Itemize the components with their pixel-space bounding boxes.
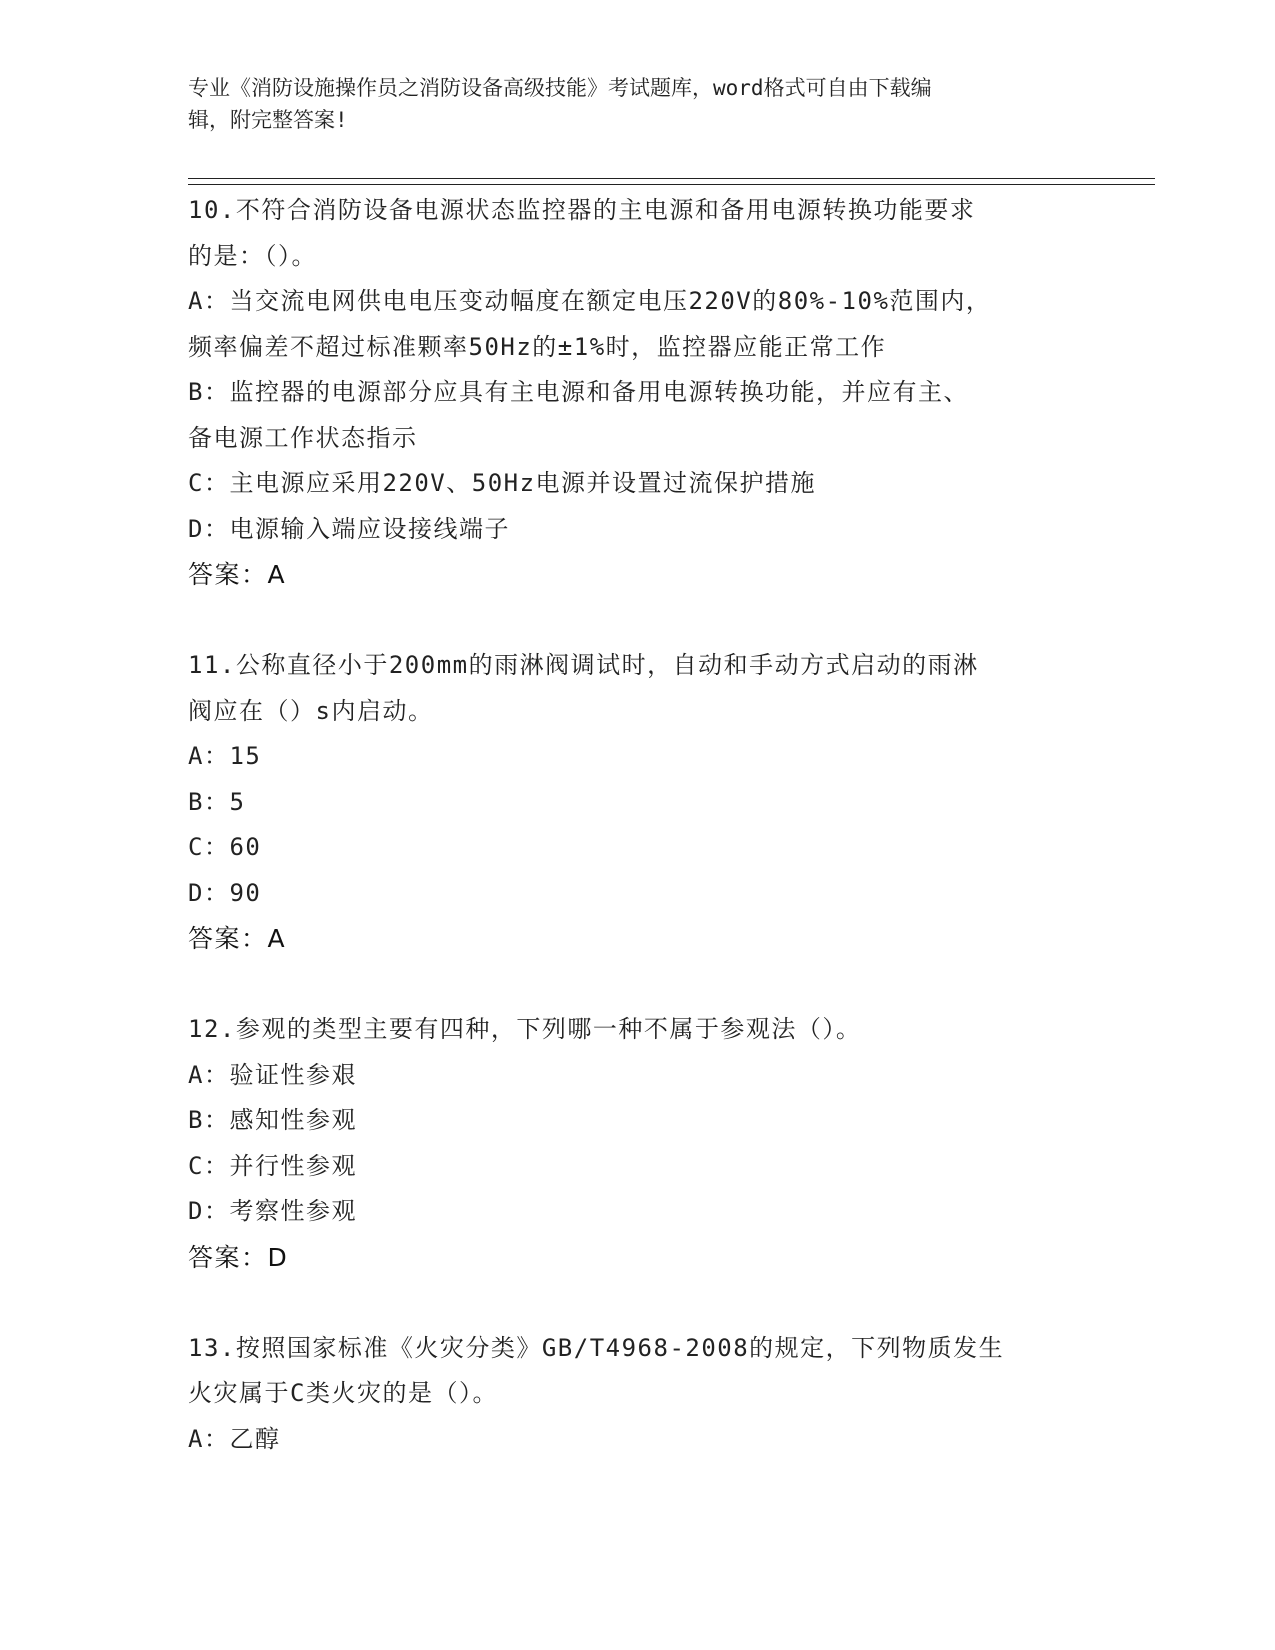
question-list [188,188,1088,1508]
document-header [188,72,1068,136]
question-stem-line: 火灾属于C类火灾的是（）。 [188,1379,498,1407]
header-line-2: 辑，附完整答案! [188,108,348,132]
option-b-line: B：监控器的电源部分应具有主电源和备用电源转换功能，并应有主、 [188,378,969,406]
question-11 [188,643,1088,962]
question-stem-line: 13.按照国家标准《火灾分类》GB/T4968-2008的规定，下列物质发生 [188,1333,1005,1362]
question-stem-line: 11.公称直径小于200mm的雨淋阀调试时，自动和手动方式启动的雨淋 [188,651,979,679]
header-divider [188,178,1155,185]
option-a-line: A：15 [188,742,262,770]
question-10 [188,188,1088,598]
question-stem-line: 10.不符合消防设备电源状态监控器的主电源和备用电源转换功能要求 [188,196,976,224]
option-a-line: A：验证性参艰 [188,1060,357,1089]
question-stem-line: 12.参观的类型主要有四种，下列哪一种不属于参观法（）。 [188,1015,862,1043]
option-b-line: B：感知性参观 [188,1106,357,1134]
option-c-line: C：主电源应采用220V、50Hz电源并设置过流保护措施 [188,469,817,497]
question-13 [188,1326,1088,1463]
option-c-line: C：60 [188,833,262,861]
question-12 [188,1007,1088,1280]
option-d-line: D：电源输入端应设接线端子 [188,514,510,543]
option-d-line: D：90 [188,878,262,907]
option-d-line: D：考察性参观 [188,1197,357,1225]
option-a-line: A：当交流电网供电电压变动幅度在额定电压220V的80%-10%范围内， [188,287,992,315]
answer-line: 答案：A [188,560,287,589]
option-b-line: B：5 [188,787,246,816]
answer-line: 答案：A [188,924,287,953]
option-a-line: A：乙醇 [188,1424,281,1453]
option-c-line: C：并行性参观 [188,1151,357,1180]
header-line-1: 专业《消防设施操作员之消防设备高级技能》考试题库，word格式可自由下载编 [188,76,932,100]
question-stem-line: 阀应在（）s内启动。 [188,696,434,725]
option-a-line: 频率偏差不超过标准颗率50Hz的±1%时，监控器应能正常工作 [188,332,887,361]
question-stem-line: 的是：（）。 [188,241,317,270]
option-b-line: 备电源工作状态指示 [188,423,418,452]
answer-line: 答案：D [188,1242,289,1272]
